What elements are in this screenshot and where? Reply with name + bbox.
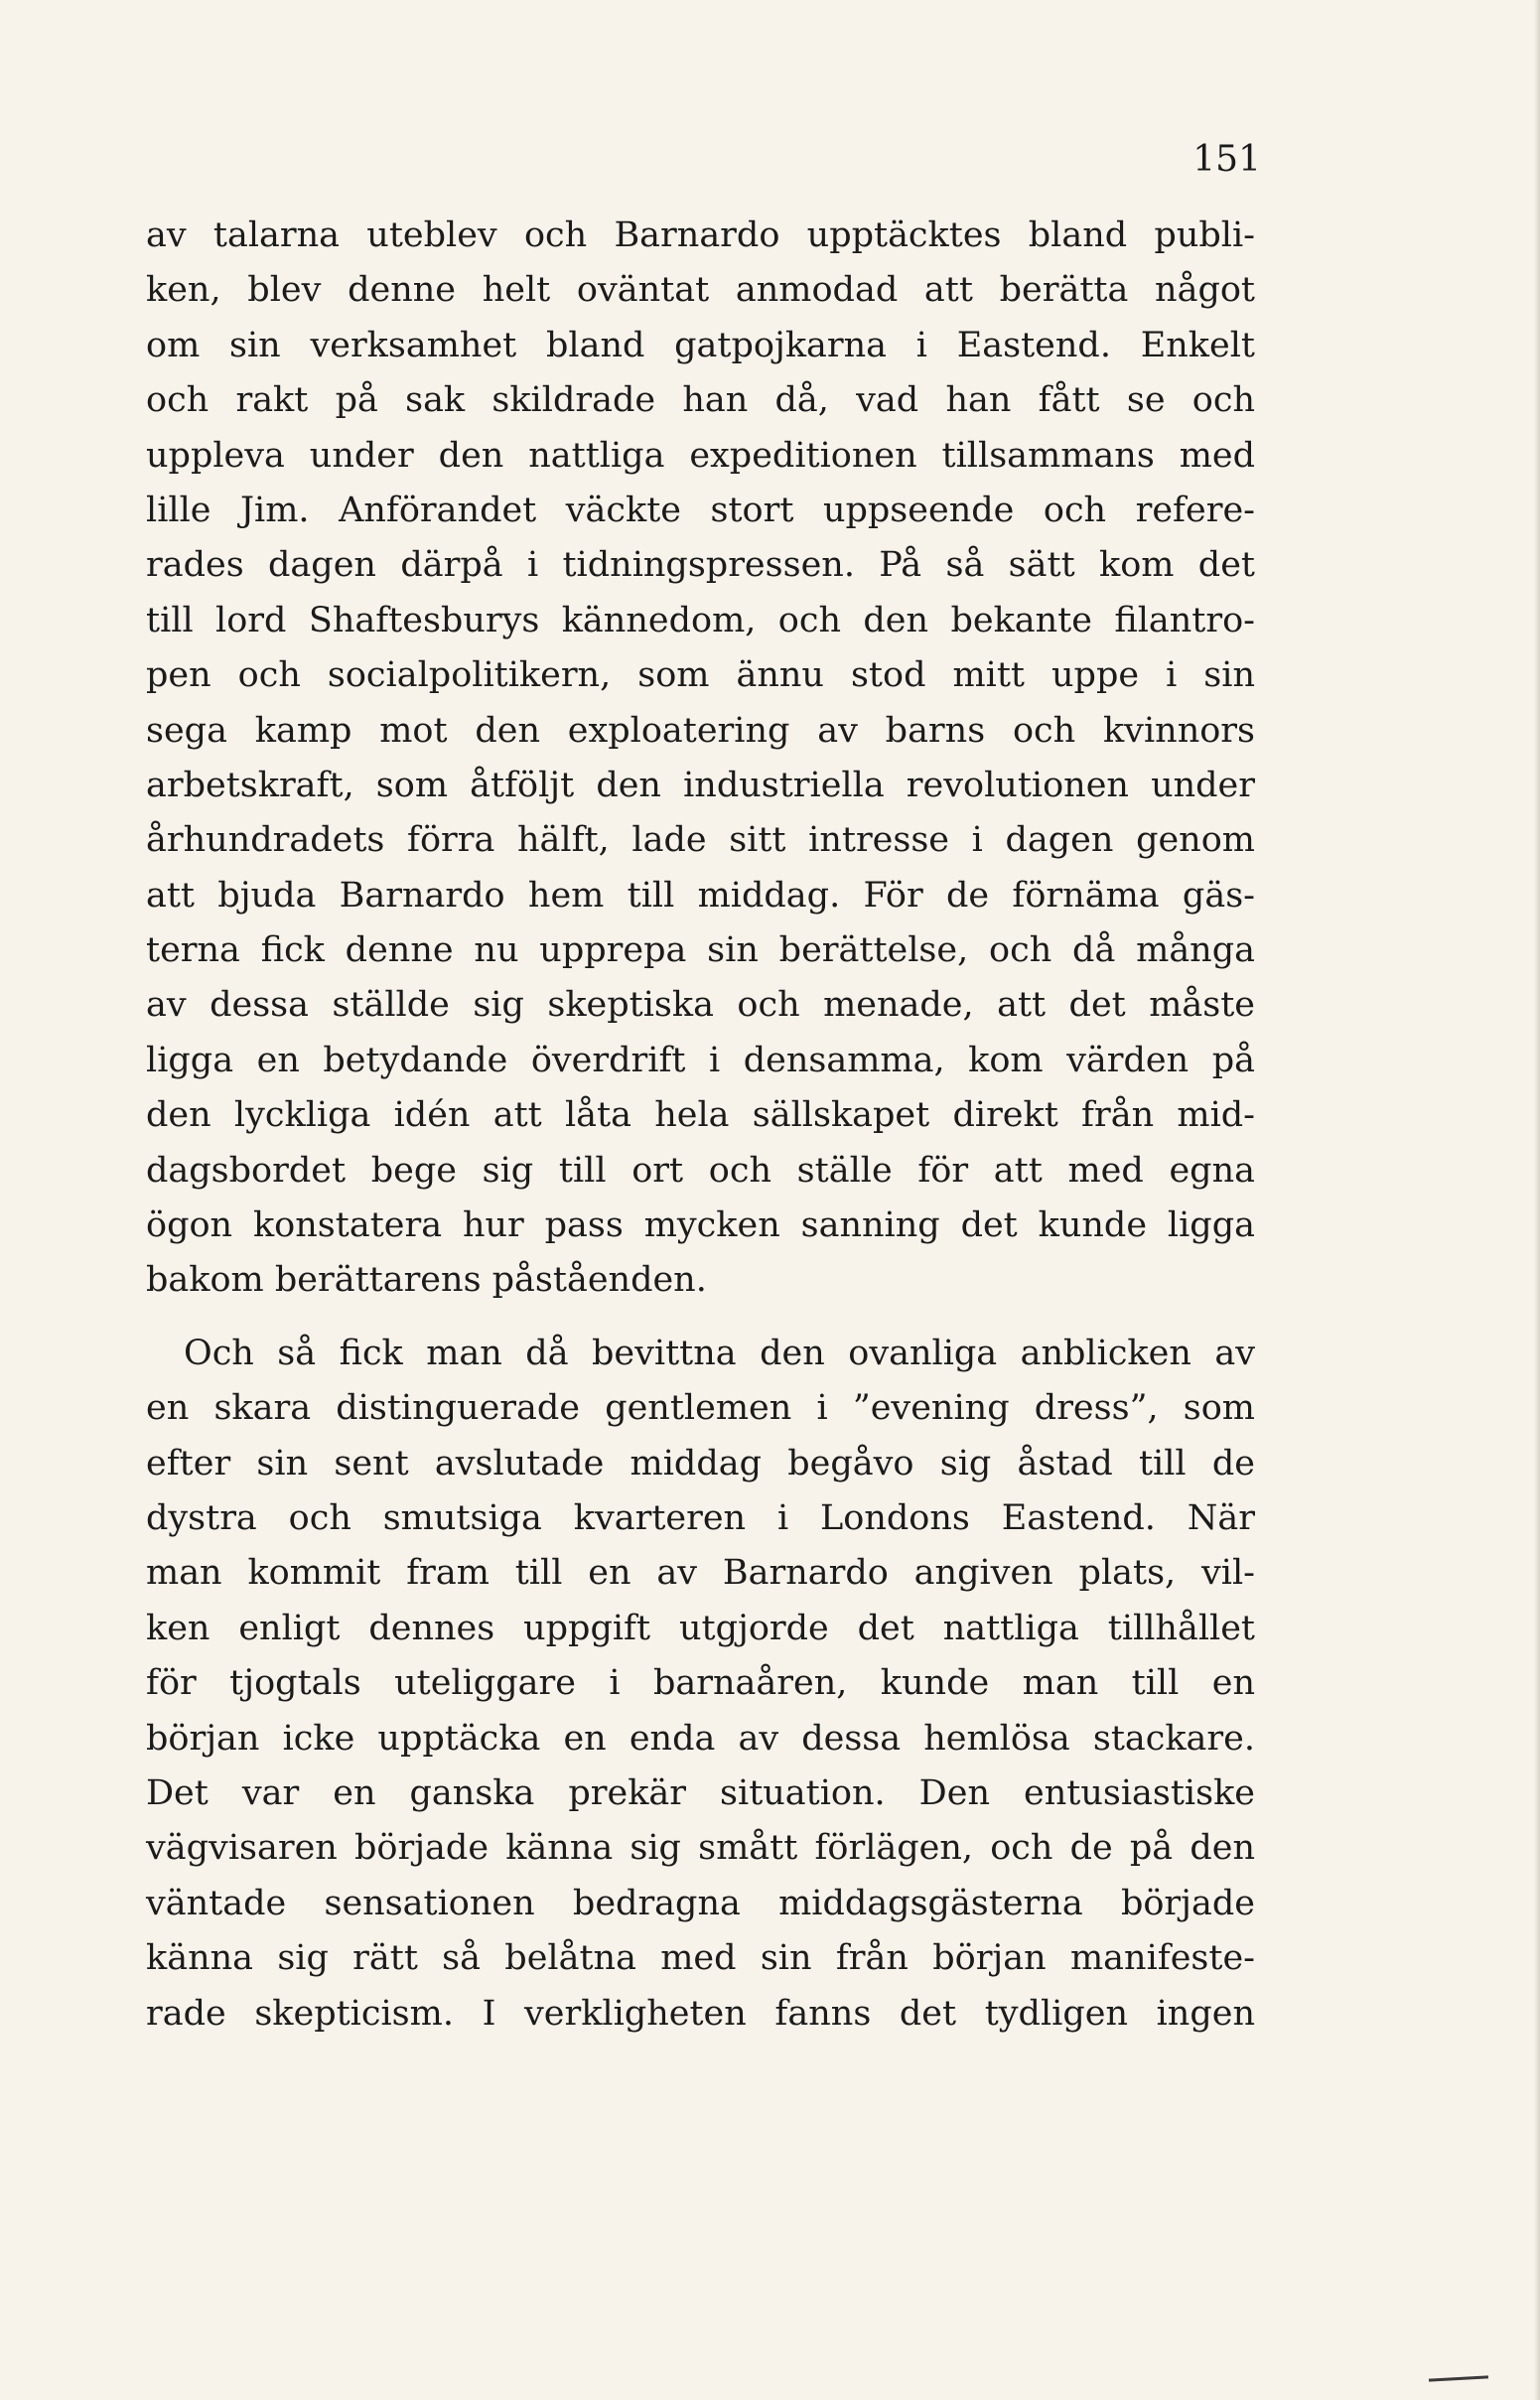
text-line: Det var en ganska prekär situation. Den entusiastiske: [146, 1772, 1255, 1813]
text-line: den lyckliga idén att låta hela sällskapet direkt från mid-: [146, 1095, 1255, 1136]
text-line: Och så fick man då bevittna den ovanliga anblicken av: [184, 1333, 1255, 1373]
text-line: väntade sensationen bedragna middagsgästerna började: [146, 1883, 1255, 1923]
paragraph: [146, 209, 1255, 1309]
text-line: ligga en betydande överdrift i densamma, kom värden på: [146, 1040, 1255, 1080]
text-line: en skara distinguerade gentlemen i ”evening dress”, som: [146, 1388, 1255, 1429]
text-line: pen och socialpolitikern, som ännu stod mitt uppe i sin: [146, 655, 1255, 696]
text-line: århundradets förra hälft, lade sitt intresse i dagen genom: [146, 820, 1255, 861]
text-line: känna sig rätt så belåtna med sin från början manifeste-: [146, 1938, 1255, 1979]
text-line: ken enligt dennes uppgift utgjorde det nattliga tillhållet: [146, 1608, 1255, 1648]
text-line: bakom berättarens påståenden.: [146, 1260, 707, 1301]
text-line: sega kamp mot den exploatering av barns och kvinnors: [146, 710, 1255, 751]
page-number: 151: [1192, 139, 1261, 180]
text-line: ögon konstatera hur pass mycken sanning det kunde ligga: [146, 1205, 1255, 1246]
paragraph-gap: [146, 1309, 1255, 1327]
text-line: rade skepticism. I verkligheten fanns det tydligen ingen: [146, 1993, 1255, 2034]
text-line: man kommit fram till en av Barnardo angiven plats, vil-: [146, 1553, 1255, 1594]
text-line: lille Jim. Anförandet väckte stort uppseende och refere-: [146, 490, 1255, 530]
text-line: dystra och smutsiga kvarteren i Londons Eastend. När: [146, 1497, 1255, 1538]
text-line: vägvisaren började känna sig smått förlägen, och de på den: [146, 1828, 1255, 1869]
text-line: efter sin sent avslutade middag begåvo sig åstad till de: [146, 1443, 1255, 1483]
text-line: av talarna uteblev och Barnardo upptäcktes bland publi-: [146, 215, 1255, 255]
text-line: rades dagen därpå i tidningspressen. På så sätt kom det: [146, 545, 1255, 586]
margin-mark: [1429, 2375, 1488, 2381]
page-edge: [1534, 0, 1540, 2400]
body-text: [146, 209, 1255, 2042]
text-line: för tjogtals uteliggare i barnaåren, kunde man till en: [146, 1663, 1255, 1704]
text-line: uppleva under den nattliga expeditionen tillsammans med: [146, 435, 1255, 476]
text-line: terna fick denne nu upprepa sin berättelse, och då många: [146, 930, 1255, 971]
paragraph: [146, 1327, 1255, 2042]
text-line: att bjuda Barnardo hem till middag. För de förnäma gäs-: [146, 875, 1255, 916]
text-line: och rakt på sak skildrade han då, vad han fått se och: [146, 380, 1255, 421]
text-line: ken, blev denne helt oväntat anmodad att berätta något: [146, 270, 1255, 311]
text-line: av dessa ställde sig skeptiska och menade, att det måste: [146, 985, 1255, 1026]
text-line: början icke upptäcka en enda av dessa hemlösa stackare.: [146, 1718, 1255, 1759]
text-line: arbetskraft, som åtföljt den industriella revolutionen under: [146, 765, 1255, 805]
text-line: om sin verksamhet bland gatpojkarna i Eastend. Enkelt: [146, 325, 1255, 365]
text-line: dagsbordet bege sig till ort och ställe för att med egna: [146, 1150, 1255, 1191]
text-line: till lord Shaftesburys kännedom, och den bekante filantro-: [146, 600, 1255, 640]
